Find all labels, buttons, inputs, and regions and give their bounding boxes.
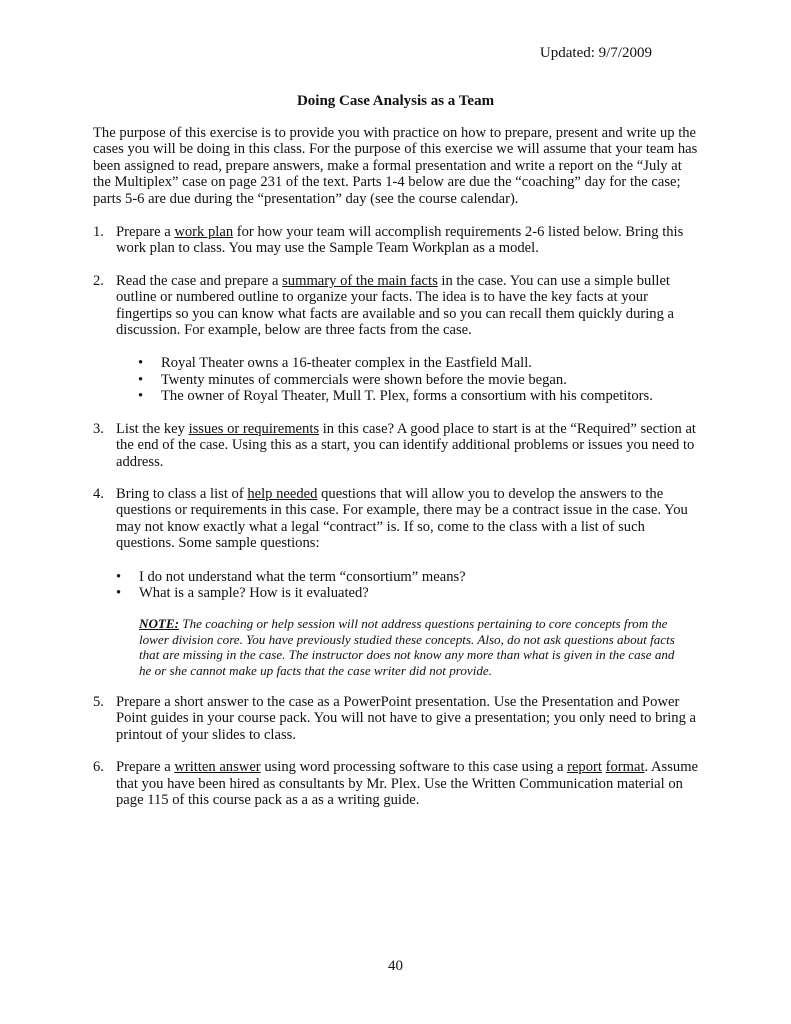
bullet-icon: • (116, 568, 122, 585)
fact-item: • The owner of Royal Theater, Mull T. Plex, forms a consortium with his competitors. (138, 388, 653, 405)
item-text: questions that will allow you to develop the answers to the questions or requirements in this case. For example, there may be a contract issue in the case. You may not know exactly what a legal “contract” is. If so, come to the class with a list of such questions. Some sample questions: (116, 485, 688, 552)
questions-list (116, 569, 703, 602)
page-number: 40 (388, 958, 403, 974)
underlined-term: summary of the main facts (282, 272, 438, 289)
underlined-term: issues or requirements (188, 420, 320, 437)
list-item-6 (93, 759, 703, 808)
underlined-term: written answer (174, 759, 261, 776)
item-number: 4. (93, 485, 104, 502)
fact-item: • Royal Theater owns a 16-theater complex in the Eastfield Mall. (138, 355, 532, 372)
item-number: 3. (93, 420, 104, 437)
bullet-icon: • (116, 584, 122, 601)
list-item-4 (93, 486, 703, 678)
intro-paragraph: The purpose of this exercise is to provide you with practice on how to prepare, present and write up the cases you will be doing in this class. For the purpose of this exercise we will assume that your team has been assigned to read, prepare answers, make a formal presentation and write a report on the “July at the Multiplex” case on page 231 of the text. Parts 1-4 below are due the “coaching” day for the case; parts 5-6 are due during the “presentation” day (see the course calendar). (93, 125, 698, 207)
question-item: • I do not understand what the term “consortium” means? (116, 568, 466, 585)
underlined-term: work plan (174, 224, 234, 241)
question-item: • What is a sample? How is it evaluated? (116, 584, 369, 601)
item-number: 2. (93, 272, 104, 289)
item-text: Prepare a (116, 759, 175, 776)
item-text: using word processing software to this case using a (260, 759, 568, 776)
item-number: 5. (93, 693, 104, 710)
list-item-3 (93, 421, 703, 470)
bullet-icon: • (138, 355, 144, 372)
list-item-1 (93, 224, 703, 257)
updated-date: Updated: 9/7/2009 (539, 45, 652, 61)
item-number: 1. (93, 224, 104, 241)
item-text: for how your team will accomplish requirements 2-6 listed below. Bring this work plan to class. You may use the Sample Team Workplan as a model. (116, 224, 684, 257)
item-text: List the key (116, 420, 189, 437)
item-text: Bring to class a list of (116, 485, 248, 502)
item-text: in this case? A good place to start is at the “Required” section at the end of the case. Using this as a start, you can identify additional problems or issues you need to address. (116, 420, 696, 470)
facts-list (138, 355, 703, 404)
underlined-term: format (605, 759, 645, 776)
bullet-icon: • (138, 371, 144, 388)
item-text: Prepare a (116, 224, 175, 241)
list-item-5 (93, 694, 703, 743)
underlined-term: report (567, 759, 602, 776)
document-body (93, 125, 703, 824)
note-paragraph (139, 616, 679, 678)
item-text: . Assume that you have been hired as consultants by Mr. Plex. Use the Written Communication material on page 115 of this course pack as a as a writing guide. (116, 759, 699, 808)
item-text: Prepare a short answer to the case as a PowerPoint presentation. Use the Presentation and Power Point guides in your course pack. You will not have to give a presentation; you only need to bring a printout of your slides to class. (116, 693, 697, 743)
bullet-icon: • (138, 388, 144, 405)
note-label: NOTE: (139, 616, 180, 632)
item-number: 6. (93, 759, 104, 776)
item-text: Read the case and prepare a (116, 272, 283, 289)
page-title: Doing Case Analysis as a Team (296, 93, 495, 109)
list-item-2 (93, 273, 703, 405)
item-text: in the case. You can use a simple bullet outline or numbered outline to organize your facts. The idea is to have the key facts at your fingertips so you can know what facts are available and so you can recall them quickly during a discussion. For example, below are three facts from the case. (116, 272, 675, 339)
underlined-term: help needed (247, 485, 318, 502)
note-text: The coaching or help session will not address questions pertaining to core concepts from the lower division core. You have previously studied these concepts. Also, do not ask questions about facts that are missing in the case. The instructor does not know any more than what is given in the case and he or she cannot make up facts that the case writer did not provide. (139, 616, 675, 678)
fact-item: • Twenty minutes of commercials were shown before the movie began. (138, 371, 567, 388)
